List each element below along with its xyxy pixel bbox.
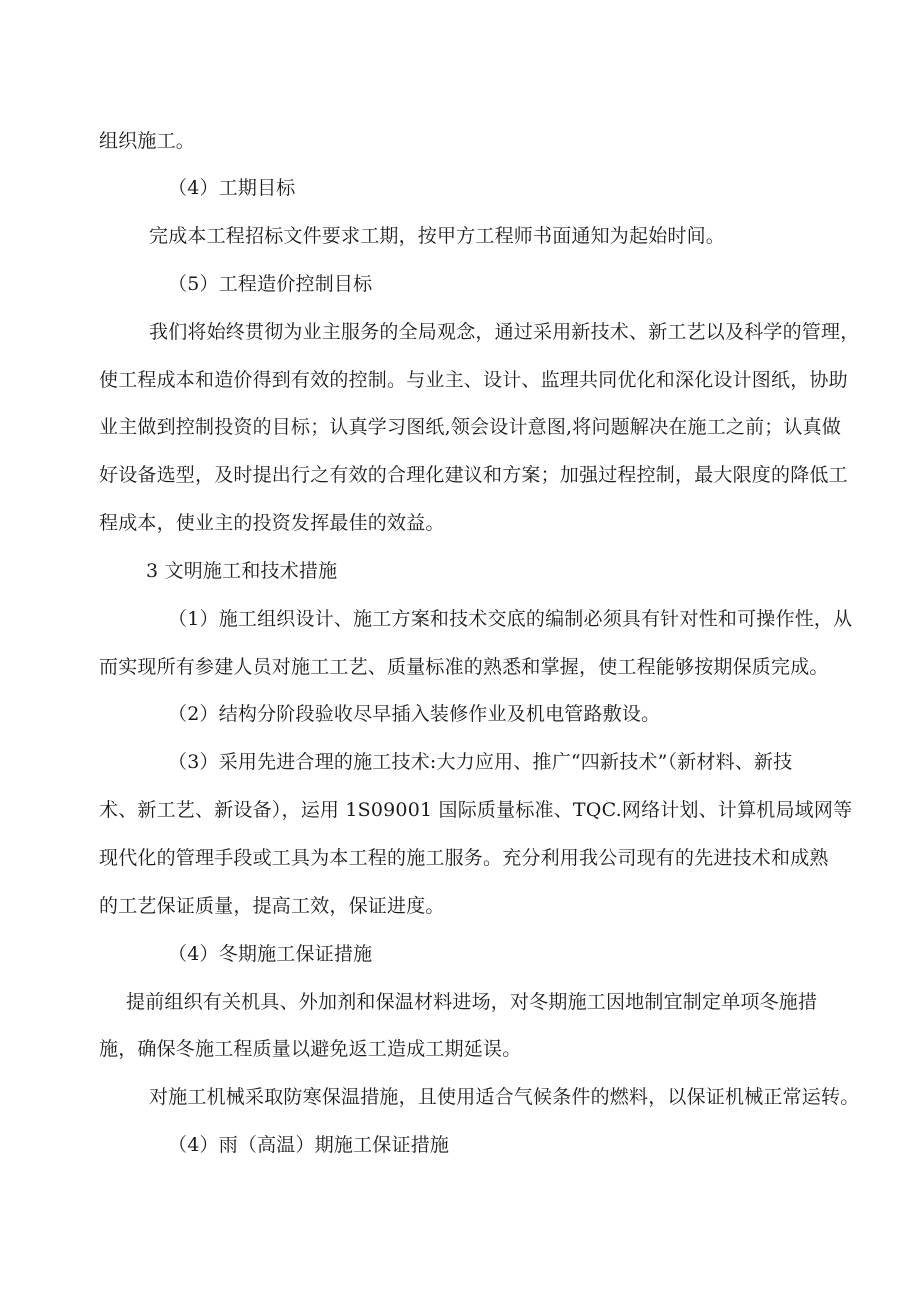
text-line: （1）施工组织设计、施工方案和技术交底的编制必须具有针对性和可操作性，从: [168, 608, 853, 630]
text-line: （2）结构分阶段验收尽早插入装修作业及机电管路敷设。: [168, 703, 661, 725]
text-line: 组织施工。: [99, 130, 196, 152]
text-line: 业主做到控制投资的目标；认真学习图纸,领会设计意图,将问题解决在施工之前；认真做: [99, 416, 842, 438]
text-line: 好设备选型，及时提出行之有效的合理化建议和方案；加强过程控制，最大限度的降低工: [99, 464, 848, 486]
text-line: 我们将始终贯彻为业主服务的全局观念，通过采用新技术、新工艺以及科学的管理，: [149, 321, 860, 343]
section-heading: （4）冬期施工保证措施: [168, 943, 373, 965]
text-line: 使工程成本和造价得到有效的控制。与业主、设计、监理共同优化和深化设计图纸，协助: [99, 369, 848, 391]
text-line: 完成本工程招标文件要求工期，按甲方工程师书面通知为起始时间。: [149, 225, 726, 247]
text-line: 提前组织有关机具、外加剂和保温材料进场，对冬期施工因地制宜制定单项冬施措: [126, 991, 818, 1013]
text-line: 现代化的管理手段或工具为本工程的施工服务。充分利用我公司现有的先进技术和成熟: [99, 847, 829, 869]
text-line: 对施工机械采取防寒保温措施，且使用适合气候条件的燃料，以保证机械正常运转。: [149, 1086, 860, 1108]
text-line: 施，确保冬施工程质量以避免返工造成工期延误。: [99, 1038, 522, 1060]
text-line: 术、新工艺、新设备），运用 1S09001 国际质量标准、TQC.网络计划、计算机局域网等: [99, 799, 853, 821]
text-line: 而实现所有参建人员对施工工艺、质量标准的熟悉和掌握，使工程能够按期保质完成。: [99, 656, 829, 678]
section-heading: （4）雨（高温）期施工保证措施: [168, 1134, 450, 1156]
section-heading: （5）工程造价控制目标: [168, 273, 373, 295]
text-line: （3）采用先进合理的施工技术:大力应用、推广“四新技术”（新材料、新技: [168, 751, 793, 773]
section-heading: 3 文明施工和技术措施: [146, 560, 338, 582]
section-heading: （4）工期目标: [168, 177, 296, 199]
text-line: 程成本，使业主的投资发挥最佳的效益。: [99, 512, 445, 534]
text-line: 的工艺保证质量，提高工效，保证进度。: [99, 895, 445, 917]
